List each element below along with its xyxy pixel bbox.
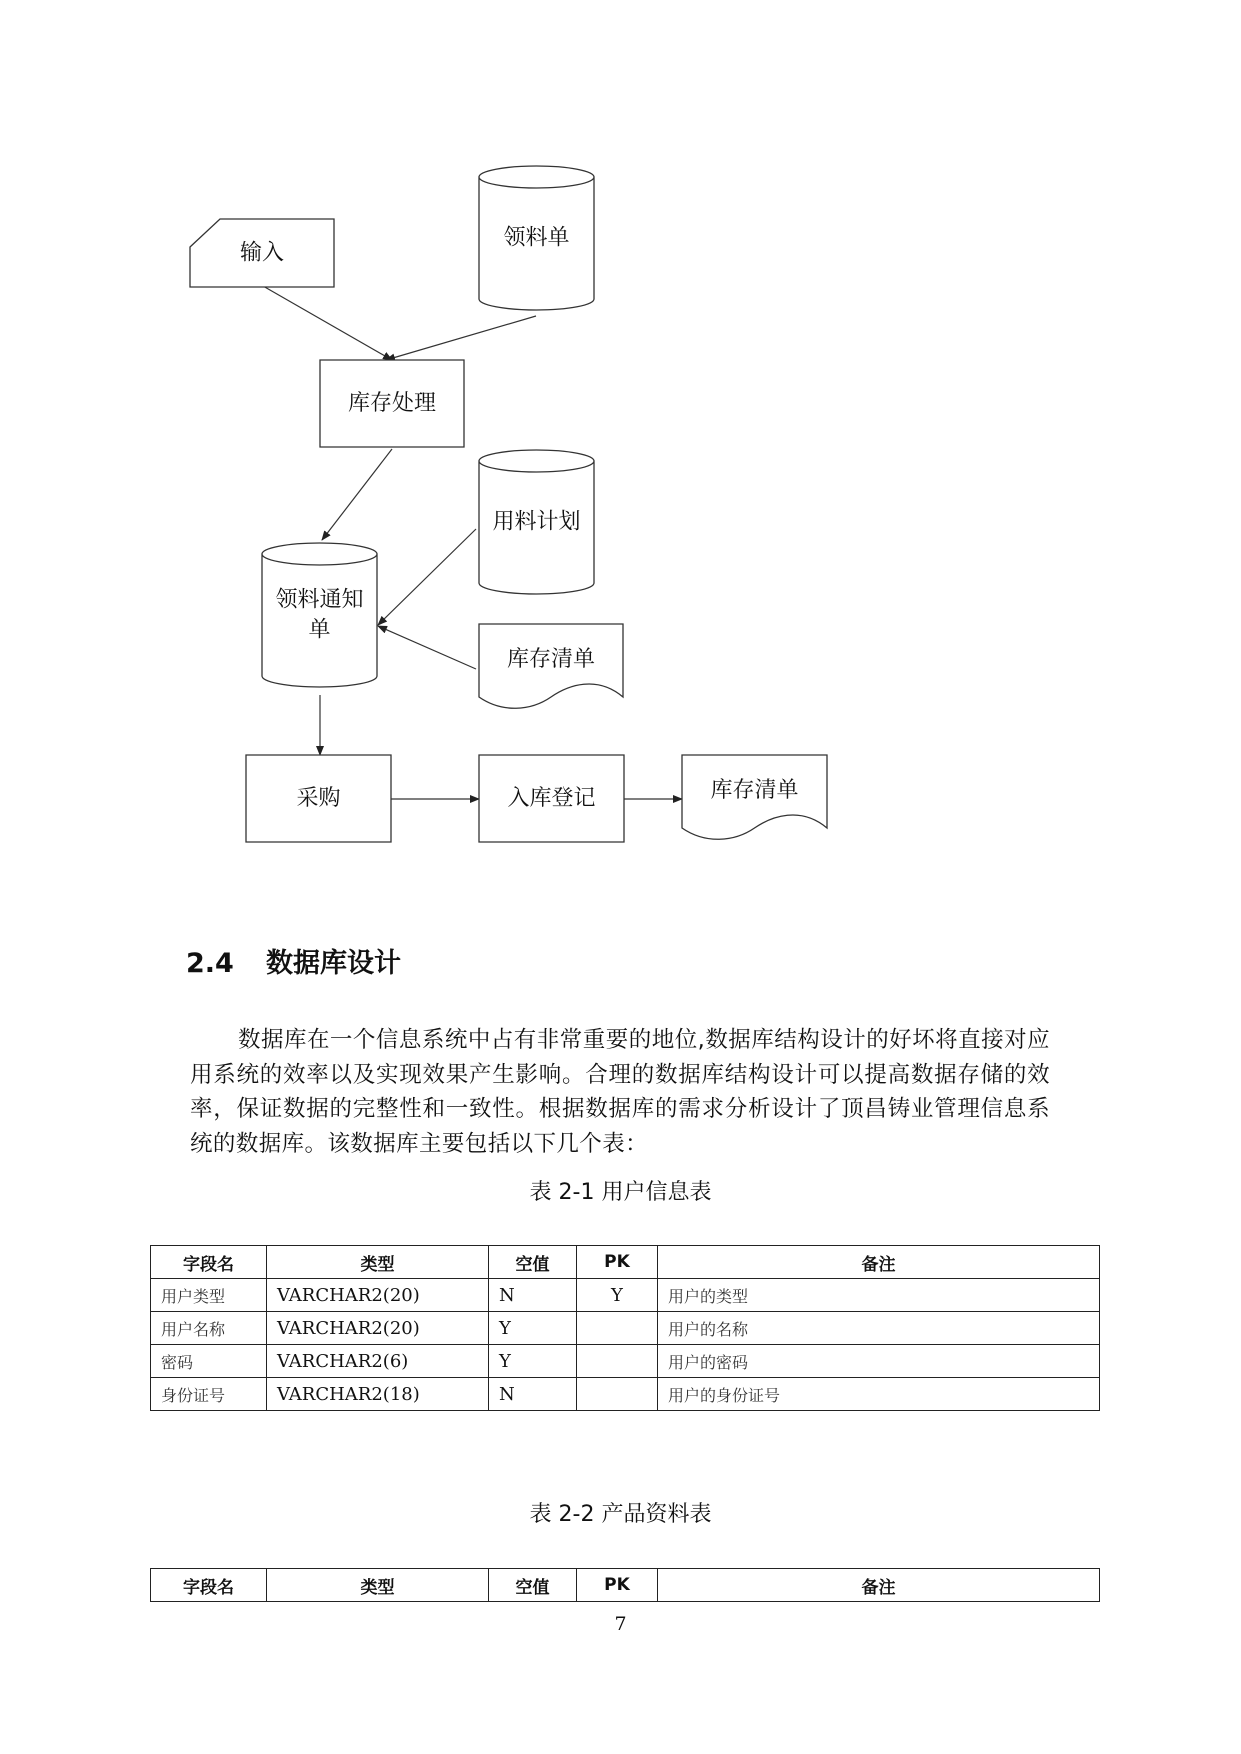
table-header-row [151, 1569, 1100, 1602]
column-header: 字段名 [151, 1569, 267, 1602]
table-cell: N [489, 1378, 577, 1411]
table-cell: 用户的密码 [658, 1345, 1100, 1378]
section-number: 2.4 [186, 948, 234, 979]
table-header-row [151, 1246, 1100, 1279]
table-cell: VARCHAR2(20) [267, 1279, 489, 1312]
table-cell: Y [489, 1312, 577, 1345]
table2-caption: 表 2-2 产品资料表 [529, 1502, 712, 1527]
table-row [151, 1345, 1100, 1378]
arrow-stock-list-1-to-notice [378, 626, 476, 669]
section-paragraph: 数据库在一个信息系统中占有非常重要的地位,数据库结构设计的好坏将直接对应用系统的效率以及实现效果产生影响。合理的数据库结构设计可以提高数据存储的效率，保证数据的完整性和一致性。根据数据库的需求分析设计了顶昌铸业管理信息系统的数据库。该数据库主要包括以下几个表： [190, 1027, 1050, 1157]
table-cell: 用户类型 [151, 1279, 267, 1312]
table-cell: 身份证号 [151, 1378, 267, 1411]
node-stock-list-1 [479, 624, 623, 708]
table-cell: VARCHAR2(20) [267, 1312, 489, 1345]
section-title: 数据库设计 [266, 948, 401, 979]
table-cell: 用户的身份证号 [658, 1378, 1100, 1411]
table-cell: VARCHAR2(18) [267, 1378, 489, 1411]
table-cell [577, 1345, 658, 1378]
node-label: 输入 [239, 240, 285, 266]
arrow-input-to-process [263, 286, 392, 360]
arrow-process-to-notice [322, 449, 392, 540]
node-label: 库存清单 [506, 647, 596, 672]
column-header: 类型 [267, 1246, 489, 1279]
table-cell: N [489, 1279, 577, 1312]
node-process [320, 360, 464, 447]
node-input [190, 219, 334, 287]
node-purchase [246, 755, 391, 842]
node-label: 入库登记 [507, 786, 596, 811]
table-cell: 用户名称 [151, 1312, 267, 1345]
node-label: 库存清单 [710, 778, 799, 803]
node-material-plan [479, 450, 594, 594]
table1-caption: 表 2-1 用户信息表 [529, 1180, 712, 1205]
node-notice [262, 543, 377, 687]
table-cell: Y [577, 1279, 658, 1312]
table-cell: 用户的名称 [658, 1312, 1100, 1345]
node-label: 库存处理 [347, 391, 437, 416]
user-info-table [150, 1245, 1100, 1411]
table-row [151, 1312, 1100, 1345]
section-heading [186, 941, 401, 980]
table-cell [577, 1378, 658, 1411]
node-warehousing [479, 755, 624, 842]
node-label: 采购 [296, 786, 341, 811]
column-header: PK [577, 1569, 658, 1602]
table-cell: VARCHAR2(6) [267, 1345, 489, 1378]
table-row [151, 1279, 1100, 1312]
node-requisition [479, 166, 594, 310]
page-number: 7 [614, 1613, 627, 1635]
table-cell: Y [489, 1345, 577, 1378]
arrow-requisition-to-process [386, 316, 536, 360]
arrow-material-plan-to-notice [378, 529, 476, 625]
node-label: 领料单 [503, 225, 570, 251]
table-cell: 用户的类型 [658, 1279, 1100, 1312]
cylinder-shape [262, 543, 377, 687]
table-cell: 密码 [151, 1345, 267, 1378]
node-stock-list-2 [682, 755, 827, 839]
node-label: 领料通知 [275, 587, 364, 613]
table-row [151, 1378, 1100, 1411]
column-header: 备注 [658, 1246, 1100, 1279]
table-cell [577, 1312, 658, 1345]
column-header: 类型 [267, 1569, 489, 1602]
column-header: 空值 [489, 1246, 577, 1279]
column-header: 备注 [658, 1569, 1100, 1602]
column-header: 空值 [489, 1569, 577, 1602]
column-header: PK [577, 1246, 658, 1279]
column-header: 字段名 [151, 1246, 267, 1279]
node-label: 单 [308, 617, 331, 643]
product-info-table [150, 1568, 1100, 1602]
node-label: 用料计划 [492, 509, 581, 535]
